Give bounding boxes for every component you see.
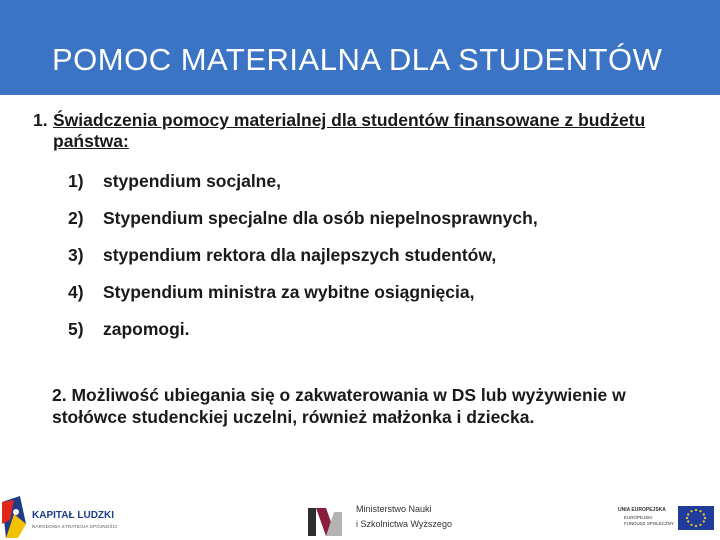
list-item-number: 3): [68, 245, 84, 265]
list-item-text: zapomogi.: [103, 319, 190, 339]
eu-line-3: FUNDUSZ SPOŁECZNY: [624, 521, 675, 526]
kapital-ludzki-title: KAPITAŁ LUDZKI: [32, 510, 115, 521]
eu-line-2: EUROPEJSKI: [624, 515, 653, 520]
list-item-number: 4): [68, 282, 84, 302]
list-item-text: Stypendium ministra za wybitne osiągnięcia,: [103, 282, 475, 302]
slide-header: [0, 0, 720, 95]
section-1-heading: Świadczenia pomocy materialnej dla studentów finansowane z budżetu państwa:: [53, 110, 646, 151]
kapital-ludzki-subtitle: NARODOWA STRATEGIA SPÓJNOŚCI: [32, 524, 118, 529]
ministry-logo: [308, 502, 458, 538]
list-item-number: 1): [68, 171, 84, 191]
eu-line-1: UNIA EUROPEJSKA: [618, 507, 666, 513]
ministry-emblem-icon: [308, 506, 344, 536]
list-item-number: 2): [68, 208, 84, 228]
list-item-text: stypendium rektora dla najlepszych studentów,: [103, 245, 497, 265]
ministry-line-2: i Szkolnictwa Wyższego: [356, 519, 452, 529]
slide-title: POMOC MATERIALNA DLA STUDENTÓW: [52, 42, 663, 77]
list-item-text: stypendium socjalne,: [103, 171, 281, 191]
ministry-line-1: Ministerstwo Nauki: [356, 504, 432, 514]
eu-logo: [616, 504, 720, 534]
section-2-text: 2. Możliwość ubiegania się o zakwaterowania w DS lub wyżywienie w stołówce studenckiej uczelni, również małżonka i dziecka.: [52, 385, 626, 427]
section-1: [33, 110, 673, 152]
section-1-number: 1.: [33, 110, 48, 130]
kapital-ludzki-logo: [0, 494, 125, 540]
kapital-ludzki-emblem-icon: [0, 494, 30, 540]
list-item-text: Stypendium specjalne dla osób niepelnosprawnych,: [103, 208, 538, 228]
footer-logos: [0, 488, 720, 540]
list-item-number: 5): [68, 319, 84, 339]
eu-flag-icon: [678, 506, 714, 530]
